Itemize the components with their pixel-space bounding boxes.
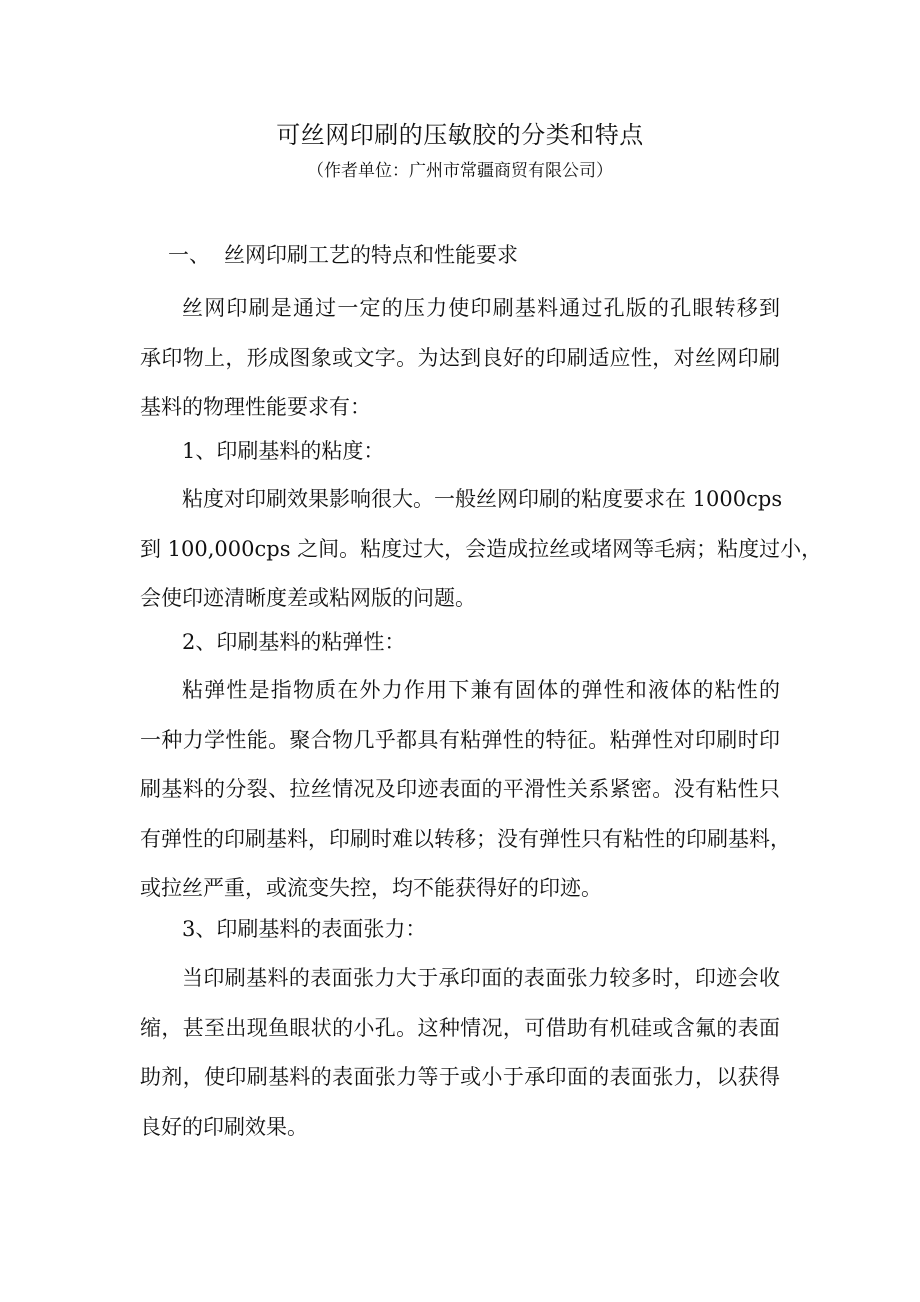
section-title: 丝网印刷工艺的特点和性能要求 bbox=[224, 243, 518, 267]
paragraph-line: 会使印迹清晰度差或粘网版的问题。 bbox=[140, 586, 476, 610]
item-paragraph bbox=[140, 954, 780, 1152]
paragraph-line: 或拉丝严重，或流变失控，均不能获得好的印迹。 bbox=[140, 876, 602, 900]
paragraph-line: 到 100,000cps 之间。粘度过大，会造成拉丝或堵网等毛病；粘度过小， bbox=[140, 536, 823, 561]
paragraph-line: 丝网印刷是通过一定的压力使印刷基料通过孔版的孔眼转移到 bbox=[182, 296, 780, 320]
paragraph-line: 刷基料的分裂、拉丝情况及印迹表面的平滑性关系紧密。没有粘性只 bbox=[140, 777, 780, 801]
paragraph-line: 一种力学性能。聚合物几乎都具有粘弹性的特征。粘弹性对印刷时印 bbox=[140, 727, 780, 752]
item-heading: 1、印刷基料的粘度： bbox=[182, 439, 385, 463]
paragraph-line: 粘弹性是指物质在外力作用下兼有固体的弹性和液体的粘性的 bbox=[182, 678, 780, 702]
paragraph-line: 基料的物理性能要求有： bbox=[140, 395, 371, 419]
paragraph-line: 助剂，使印刷基料的表面张力等于或小于承印面的表面张力，以获得 bbox=[140, 1065, 780, 1089]
intro-paragraph bbox=[140, 284, 780, 433]
paragraph-line: 当印刷基料的表面张力大于承印面的表面张力较多时，印迹会收 bbox=[182, 966, 780, 990]
item-heading: 3、印刷基料的表面张力： bbox=[182, 917, 427, 941]
paragraph-line: 良好的印刷效果。 bbox=[140, 1114, 308, 1139]
item-paragraph bbox=[140, 666, 791, 914]
author-unit: （作者单位：广州市常疆商贸有限公司） bbox=[307, 161, 613, 181]
paragraph-line: 缩，甚至出现鱼眼状的小孔。这种情况，可借助有机硅或含氟的表面 bbox=[140, 1015, 780, 1040]
section-number: 一、 bbox=[168, 243, 210, 267]
item-heading: 2、印刷基料的粘弹性： bbox=[182, 630, 406, 654]
item-paragraph bbox=[140, 475, 823, 624]
document-title: 可丝网印刷的压敏胶的分类和特点 bbox=[276, 121, 644, 149]
paragraph-line: 承印物上，形成图象或文字。为达到良好的印刷适应性，对丝网印刷 bbox=[140, 345, 780, 370]
paragraph-line: 粘度对印刷效果影响很大。一般丝网印刷的粘度要求在 1000cps bbox=[182, 487, 783, 511]
section-heading bbox=[168, 240, 518, 270]
paragraph-line: 有弹性的印刷基料，印刷时难以转移；没有弹性只有粘性的印刷基料， bbox=[140, 826, 791, 851]
